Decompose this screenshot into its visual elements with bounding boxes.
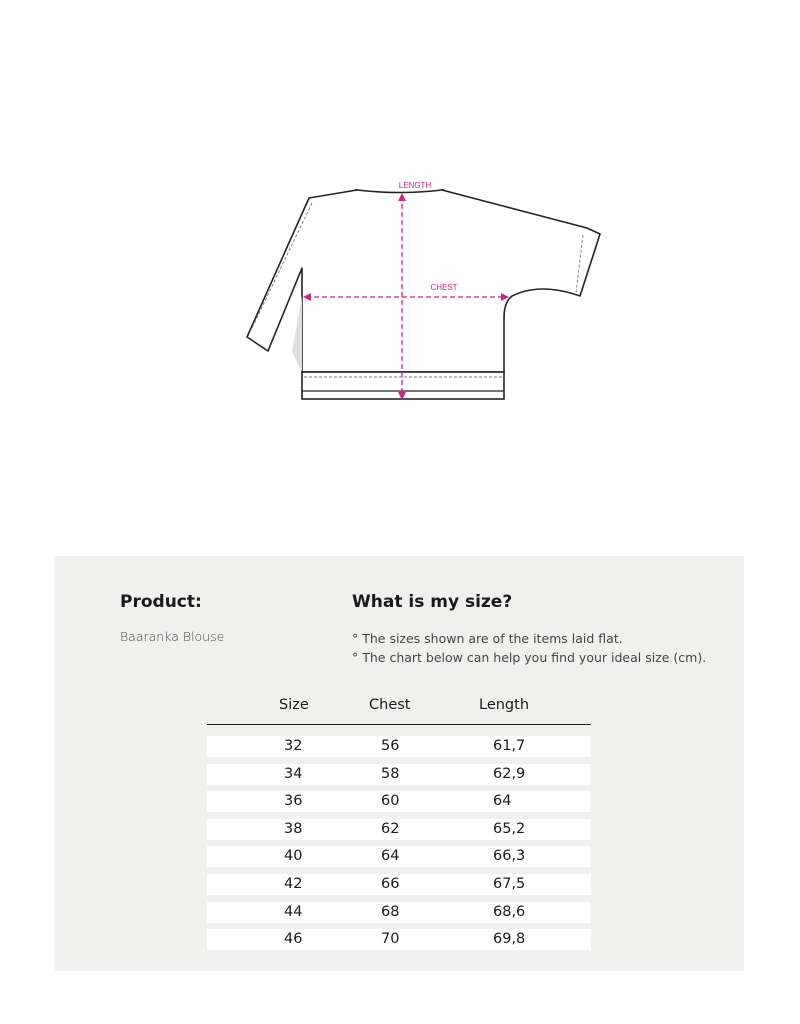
note-line: ° The sizes shown are of the items laid flat. — [352, 631, 623, 646]
table-row — [207, 846, 591, 867]
header-length: Length — [479, 697, 530, 713]
cell-length: 67,5 — [493, 875, 526, 892]
product-name: Baaranka Blouse — [120, 629, 225, 644]
left-sleeve-shade — [292, 296, 302, 372]
table-row — [207, 902, 591, 923]
chest-label: CHEST — [430, 283, 458, 292]
cell-chest: 68 — [381, 903, 400, 920]
cell-size: 34 — [284, 765, 303, 782]
cell-length: 65,2 — [493, 820, 526, 837]
cell-chest: 70 — [381, 931, 400, 948]
cell-length: 66,3 — [493, 848, 526, 865]
cell-chest: 60 — [381, 793, 400, 810]
cell-size: 40 — [284, 848, 303, 865]
cell-size: 32 — [284, 738, 303, 754]
cell-length: 69,8 — [493, 931, 526, 948]
cell-chest: 58 — [381, 765, 400, 782]
table-body — [207, 736, 591, 950]
table-row — [207, 929, 591, 950]
length-label: LENGTH — [398, 181, 432, 190]
cell-size: 44 — [284, 903, 303, 920]
cell-size: 38 — [284, 820, 303, 837]
table-row — [207, 791, 591, 812]
table-header — [207, 694, 591, 725]
size-table — [207, 694, 591, 957]
cell-size: 42 — [284, 875, 303, 892]
table-row — [207, 764, 591, 785]
cell-length: 61,7 — [493, 738, 526, 754]
size-heading: What is my size? — [352, 592, 513, 612]
table-row — [207, 819, 591, 840]
size-notes — [352, 629, 706, 667]
cell-length: 64 — [493, 793, 512, 810]
size-guide-panel — [55, 556, 744, 971]
header-size: Size — [279, 697, 309, 713]
note-line: ° The chart below can help you find your ideal size (cm). — [352, 650, 707, 665]
cell-size: 36 — [284, 793, 303, 810]
cell-size: 46 — [284, 931, 303, 948]
product-heading: Product: — [120, 592, 202, 612]
table-row — [207, 736, 591, 757]
cell-chest: 64 — [381, 848, 400, 865]
cell-chest: 56 — [381, 738, 400, 754]
header-chest: Chest — [369, 697, 411, 713]
cell-chest: 62 — [381, 820, 400, 837]
table-row — [207, 874, 591, 895]
cell-length: 62,9 — [493, 765, 526, 782]
cell-chest: 66 — [381, 875, 400, 892]
cell-length: 68,6 — [493, 903, 526, 920]
